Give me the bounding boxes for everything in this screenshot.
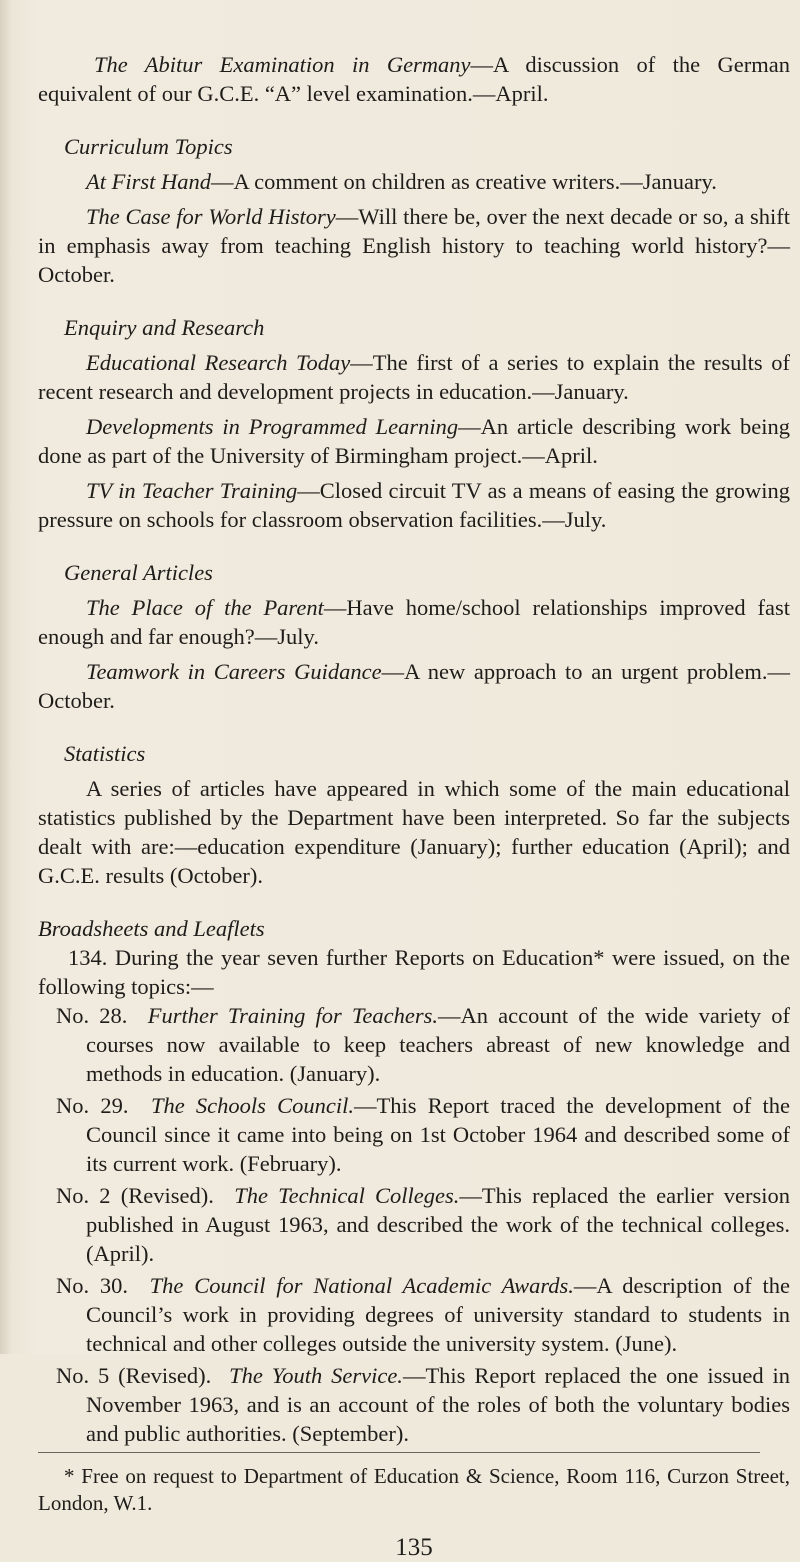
report-title: The Schools Council.	[150, 1093, 355, 1118]
report-text: —This replaced the earlier version published in August 1963, and described the work of the technical colleges. (April).	[86, 1183, 790, 1266]
report-entry	[38, 1001, 790, 1088]
report-title: The Council for National Academic Awards.	[149, 1273, 574, 1298]
report-title: The Youth Service.	[229, 1363, 403, 1388]
article-text: —An article describing work being done as part of the University of Birmingham project.—April.	[38, 414, 790, 468]
section-heading-general: General Articles	[64, 560, 213, 585]
report-number: No. 29.	[56, 1093, 129, 1118]
opening-text: —A discussion of the German equivalent of our G.C.E. “A” level examination.—April.	[38, 52, 790, 106]
report-entry	[38, 1271, 790, 1358]
report-number: No. 30.	[56, 1273, 129, 1298]
article-entry	[38, 202, 790, 289]
report-entry	[38, 1361, 790, 1448]
broadsheets-intro: 134. During the year seven further Reports on Education* were issued, on the following topics:—	[38, 945, 790, 999]
report-title: The Technical Colleges.	[234, 1183, 460, 1208]
article-title: Developments in Programmed Learning	[86, 414, 459, 439]
article-entry	[38, 167, 790, 196]
article-title: At First Hand	[86, 169, 212, 194]
report-entry	[38, 1091, 790, 1178]
report-number: No. 5 (Revised).	[56, 1363, 212, 1388]
opening-paragraph	[38, 50, 790, 108]
article-title: The Case for World History	[86, 204, 336, 229]
section-heading-broadsheets: Broadsheets and Leaflets	[38, 916, 265, 941]
report-title: Further Training for Teachers.	[147, 1003, 438, 1028]
statistics-text: A series of articles have appeared in which some of the main educational statistics published by the Department have been interpreted. So far the subjects dealt with are:—education expenditure (January); further education (April); and G.C.E. results (October).	[38, 776, 790, 888]
article-text: —Will there be, over the next decade or so, a shift in emphasis away from teaching English history to teaching world history?—October.	[38, 204, 790, 287]
article-title: Teamwork in Careers Guidance	[86, 659, 382, 684]
statistics-paragraph	[38, 774, 790, 890]
report-entry	[38, 1181, 790, 1268]
article-entry	[38, 657, 790, 715]
section-heading-enquiry: Enquiry and Research	[64, 315, 265, 340]
article-title: The Place of the Parent	[86, 595, 324, 620]
article-entry	[38, 593, 790, 651]
report-text: —This Report replaced the one issued in November 1963, and is an account of the roles of both the voluntary bodies and public authorities. (September).	[86, 1363, 791, 1446]
section-heading-statistics: Statistics	[64, 741, 146, 766]
article-text: —The first of a series to explain the results of recent research and development projects in education.—January.	[38, 350, 790, 404]
report-text: —This Report traced the development of the Council since it came into being on 1st October 1964 and described some of its current work. (February).	[86, 1093, 791, 1176]
opening-title: The Abitur Examination in Germany	[94, 52, 471, 77]
article-text: —Closed circuit TV as a means of easing the growing pressure on schools for classroom observation facilities.—July.	[38, 478, 790, 532]
report-text: —A description of the Council’s work in providing degrees of university standard to students in technical and other colleges outside the university system. (June).	[86, 1273, 791, 1356]
article-title: Educational Research Today	[86, 350, 351, 375]
article-entry	[38, 476, 790, 534]
article-entry	[38, 412, 790, 470]
article-entry	[38, 348, 790, 406]
article-text: —Have home/school relationships improved fast enough and far enough?—July.	[38, 595, 790, 649]
article-title: TV in Teacher Training	[86, 478, 298, 503]
report-number: No. 28.	[56, 1003, 128, 1028]
section-heading-curriculum: Curriculum Topics	[64, 134, 233, 159]
footnote: * Free on request to Department of Education & Science, Room 116, Curzon Street, London, W.1.	[38, 1464, 790, 1515]
article-text: —A comment on children as creative writers.—January.	[211, 169, 717, 194]
report-number: No. 2 (Revised).	[56, 1183, 214, 1208]
article-text: —A new approach to an urgent problem.—October.	[38, 659, 790, 713]
page-content	[38, 50, 790, 1562]
page-number: 135	[395, 1534, 433, 1561]
footnote-divider	[38, 1452, 760, 1453]
report-text: —An account of the wide variety of courses now available to keep teachers abreast of new knowledge and methods in education. (January).	[86, 1003, 791, 1086]
